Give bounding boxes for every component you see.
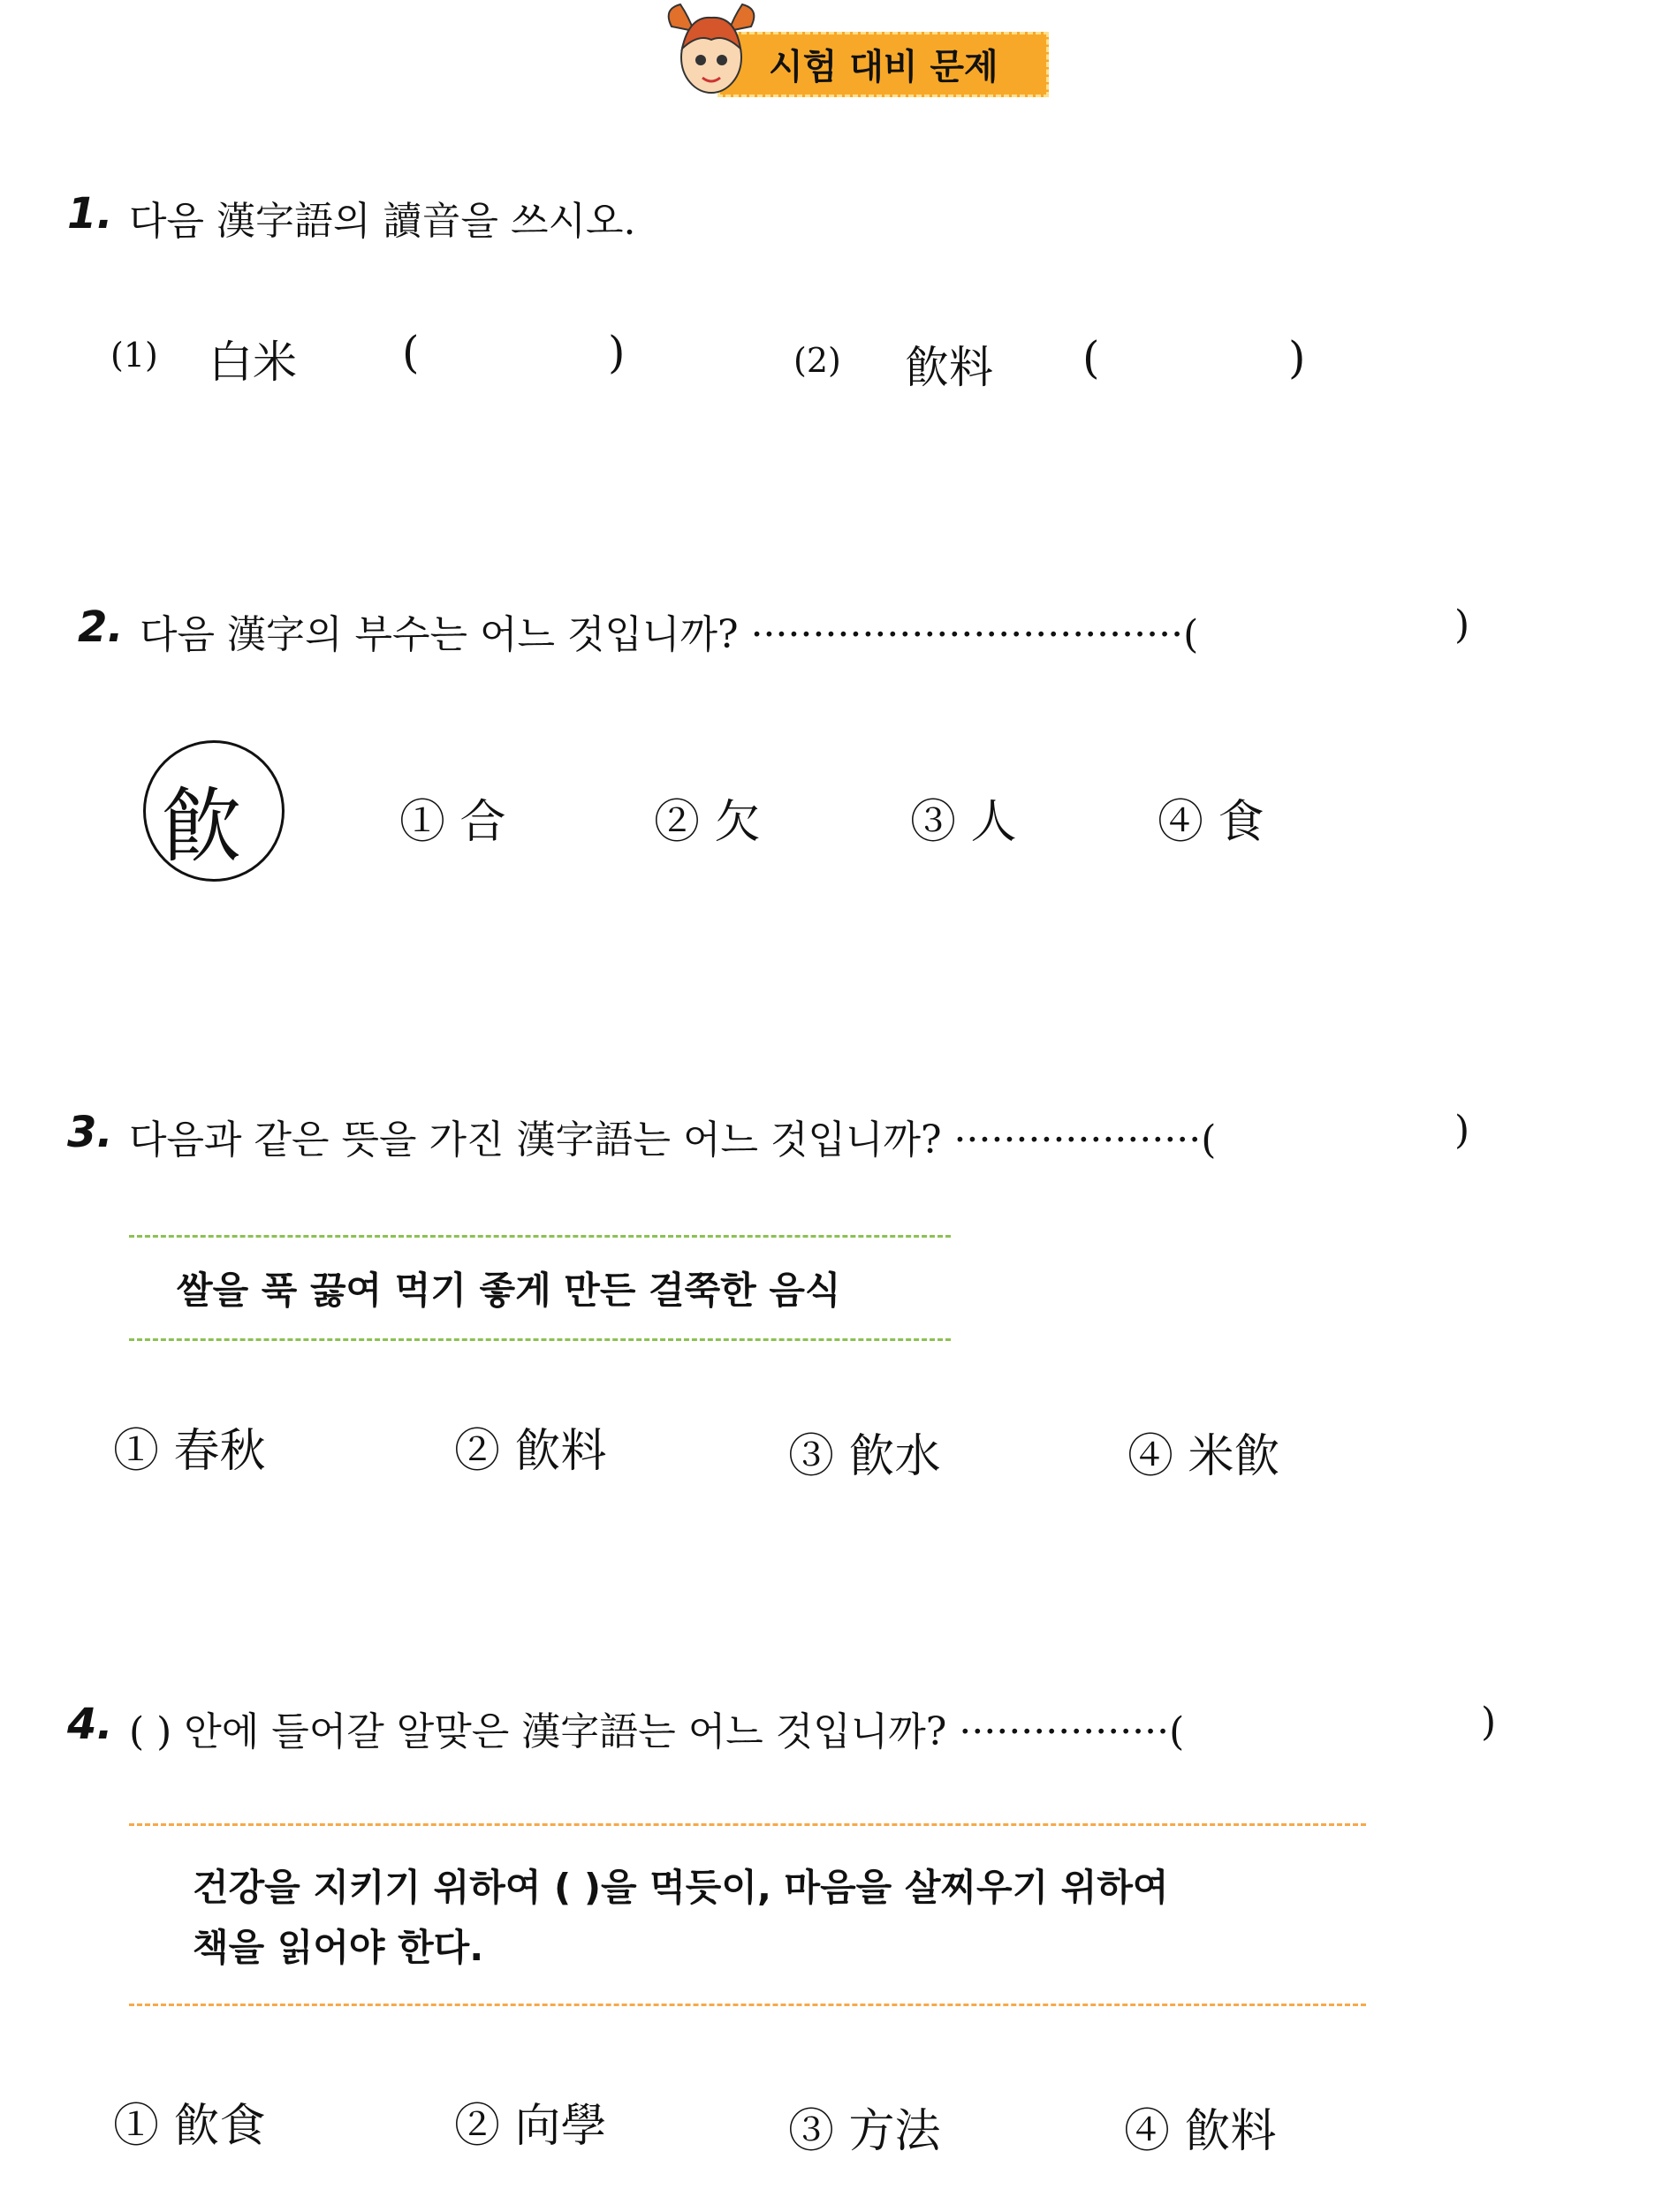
q2-option-4[interactable]: ④ 食 [1158, 796, 1264, 849]
q1-item1-label: (1) [110, 336, 158, 375]
q1-text: 다음 漢字語의 讀音을 쓰시오. [129, 199, 636, 244]
q3-option-1[interactable]: ① 春秋 [113, 1425, 266, 1478]
q2-text: 다음 漢字의 부수는 어느 것입니까? ···································( [140, 612, 1199, 657]
q4-box-bottom-border [129, 2004, 1366, 2006]
q1-number: 1. [67, 189, 113, 239]
q4-box-line2: 책을 읽어야 한다. [193, 1926, 484, 1969]
q2-option-2[interactable]: ② 欠 [654, 796, 761, 849]
q4-option-4[interactable]: ④ 飮料 [1124, 2105, 1277, 2158]
q4-box-top-border [129, 1823, 1366, 1826]
q4-box-line1: 건강을 지키기 위하여 ( )을 먹듯이, 마음을 살찌우기 위하여 [193, 1866, 1169, 1909]
q1-item2-paren-close: ) [1288, 332, 1306, 383]
q4-text: ( ) 안에 들어갈 알맞은 漢字語는 어느 것입니까? ·················( [129, 1709, 1185, 1754]
q4-option-2[interactable]: ② 向學 [454, 2100, 607, 2153]
q2-target-char: 飮 [161, 779, 243, 874]
q1-item1-paren-open: ( [402, 327, 420, 378]
q3-box-text: 쌀을 푹 끓여 먹기 좋게 만든 걸쭉한 음식 [177, 1269, 841, 1312]
q4-option-3[interactable]: ③ 方法 [788, 2105, 941, 2158]
q3-box-bottom-border [129, 1338, 951, 1341]
q3-number: 3. [67, 1108, 113, 1157]
q1-item1-paren-close: ) [608, 327, 626, 378]
q2-answer-close: ) [1454, 602, 1470, 648]
q4-option-1[interactable]: ① 飮食 [113, 2100, 266, 2153]
header-title: 시험 대비 문제 [769, 47, 998, 87]
q3-option-4[interactable]: ④ 米飮 [1127, 1430, 1280, 1483]
q3-option-3[interactable]: ③ 飮水 [788, 1430, 941, 1483]
q3-answer-close: ) [1454, 1108, 1470, 1153]
q2-option-3[interactable]: ③ 人 [910, 796, 1017, 849]
q1-item2-label: (2) [793, 341, 841, 380]
q3-option-2[interactable]: ② 飮料 [454, 1425, 607, 1478]
q4-number: 4. [67, 1700, 113, 1749]
q4-answer-close: ) [1481, 1700, 1497, 1745]
q1-item1-word: 白米 [209, 337, 297, 388]
q2-option-1[interactable]: ① 合 [399, 796, 506, 849]
q1-item2-paren-open: ( [1082, 332, 1100, 383]
q1-item2-word: 飮料 [905, 342, 993, 393]
girl-mascot-icon [663, 0, 760, 106]
q3-box-top-border [129, 1235, 951, 1238]
q3-text: 다음과 같은 뜻을 가진 漢字語는 어느 것입니까? ····················( [129, 1117, 1217, 1163]
q2-number: 2. [78, 602, 124, 652]
